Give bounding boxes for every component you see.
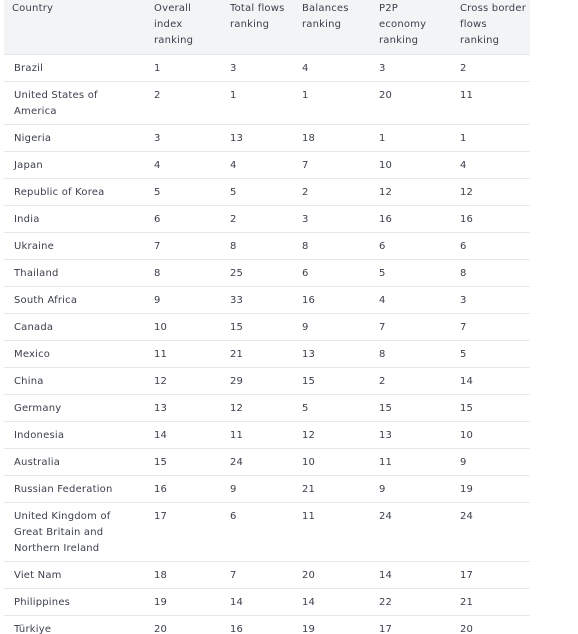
cross-border-flows-cell: 10: [450, 422, 530, 449]
overall-index-cell: 2: [144, 82, 220, 125]
ranking-table-container: [4, 0, 530, 634]
table-row: [4, 476, 530, 503]
p2p-economy-cell: 14: [369, 562, 450, 589]
country-cell: United States of America: [4, 82, 144, 125]
total-flows-cell: 4: [220, 152, 292, 179]
table-header: [4, 0, 530, 55]
overall-index-cell: 1: [144, 55, 220, 82]
p2p-economy-cell: 9: [369, 476, 450, 503]
total-flows-cell: 9: [220, 476, 292, 503]
balances-cell: 9: [292, 314, 369, 341]
cross-border-flows-cell: 5: [450, 341, 530, 368]
cross-border-flows-cell: 3: [450, 287, 530, 314]
cross-border-flows-cell: 17: [450, 562, 530, 589]
balances-cell: 16: [292, 287, 369, 314]
balances-cell: 18: [292, 125, 369, 152]
table-row: [4, 562, 530, 589]
p2p-economy-cell: 1: [369, 125, 450, 152]
country-cell: Philippines: [4, 589, 144, 616]
country-cell: Ukraine: [4, 233, 144, 260]
cross-border-flows-cell: 7: [450, 314, 530, 341]
total-flows-cell: 21: [220, 341, 292, 368]
overall-index-cell: 3: [144, 125, 220, 152]
total-flows-cell: 8: [220, 233, 292, 260]
cross-border-flows-cell: 8: [450, 260, 530, 287]
cross-border-flows-cell: 11: [450, 82, 530, 125]
balances-cell: 2: [292, 179, 369, 206]
p2p-economy-cell: 24: [369, 503, 450, 562]
overall-index-cell: 7: [144, 233, 220, 260]
p2p-economy-cell: 20: [369, 82, 450, 125]
header-row: [4, 0, 530, 55]
country-cell: Brazil: [4, 55, 144, 82]
balances-cell: 19: [292, 616, 369, 634]
cross-border-flows-cell: 1: [450, 125, 530, 152]
table-row: [4, 55, 530, 82]
p2p-economy-cell: 8: [369, 341, 450, 368]
overall-index-cell: 15: [144, 449, 220, 476]
p2p-economy-cell: 10: [369, 152, 450, 179]
table-row: [4, 341, 530, 368]
header-total-flows-ranking: Total flows ranking: [220, 0, 292, 55]
cross-border-flows-cell: 14: [450, 368, 530, 395]
p2p-economy-cell: 6: [369, 233, 450, 260]
cross-border-flows-cell: 6: [450, 233, 530, 260]
table-row: [4, 616, 530, 634]
overall-index-cell: 6: [144, 206, 220, 233]
balances-cell: 21: [292, 476, 369, 503]
p2p-economy-cell: 12: [369, 179, 450, 206]
balances-cell: 15: [292, 368, 369, 395]
table-row: [4, 589, 530, 616]
country-cell: Viet Nam: [4, 562, 144, 589]
country-cell: Canada: [4, 314, 144, 341]
total-flows-cell: 16: [220, 616, 292, 634]
total-flows-cell: 5: [220, 179, 292, 206]
total-flows-cell: 3: [220, 55, 292, 82]
table-body: [4, 55, 530, 634]
balances-cell: 20: [292, 562, 369, 589]
balances-cell: 13: [292, 341, 369, 368]
total-flows-cell: 6: [220, 503, 292, 562]
table-row: [4, 152, 530, 179]
country-cell: Thailand: [4, 260, 144, 287]
table-row: [4, 395, 530, 422]
balances-cell: 10: [292, 449, 369, 476]
header-overall-index-ranking: Overall index ranking: [144, 0, 220, 55]
total-flows-cell: 25: [220, 260, 292, 287]
table-row: [4, 422, 530, 449]
total-flows-cell: 15: [220, 314, 292, 341]
country-cell: Japan: [4, 152, 144, 179]
country-cell: China: [4, 368, 144, 395]
balances-cell: 7: [292, 152, 369, 179]
overall-index-cell: 20: [144, 616, 220, 634]
table-row: [4, 503, 530, 562]
balances-cell: 14: [292, 589, 369, 616]
balances-cell: 4: [292, 55, 369, 82]
country-ranking-table: [4, 0, 530, 634]
table-row: [4, 449, 530, 476]
overall-index-cell: 8: [144, 260, 220, 287]
total-flows-cell: 7: [220, 562, 292, 589]
total-flows-cell: 1: [220, 82, 292, 125]
country-cell: Nigeria: [4, 125, 144, 152]
balances-cell: 8: [292, 233, 369, 260]
cross-border-flows-cell: 20: [450, 616, 530, 634]
cross-border-flows-cell: 9: [450, 449, 530, 476]
table-row: [4, 314, 530, 341]
p2p-economy-cell: 13: [369, 422, 450, 449]
total-flows-cell: 12: [220, 395, 292, 422]
overall-index-cell: 17: [144, 503, 220, 562]
balances-cell: 5: [292, 395, 369, 422]
country-cell: Republic of Korea: [4, 179, 144, 206]
cross-border-flows-cell: 15: [450, 395, 530, 422]
p2p-economy-cell: 2: [369, 368, 450, 395]
country-cell: Germany: [4, 395, 144, 422]
table-row: [4, 287, 530, 314]
overall-index-cell: 4: [144, 152, 220, 179]
overall-index-cell: 13: [144, 395, 220, 422]
balances-cell: 1: [292, 82, 369, 125]
header-country: Country: [4, 0, 144, 55]
country-cell: Türkiye: [4, 616, 144, 634]
balances-cell: 12: [292, 422, 369, 449]
total-flows-cell: 14: [220, 589, 292, 616]
country-cell: United Kingdom of Great Britain and Northern Ireland: [4, 503, 144, 562]
table-row: [4, 206, 530, 233]
total-flows-cell: 29: [220, 368, 292, 395]
total-flows-cell: 33: [220, 287, 292, 314]
overall-index-cell: 14: [144, 422, 220, 449]
cross-border-flows-cell: 4: [450, 152, 530, 179]
overall-index-cell: 10: [144, 314, 220, 341]
p2p-economy-cell: 16: [369, 206, 450, 233]
overall-index-cell: 19: [144, 589, 220, 616]
p2p-economy-cell: 15: [369, 395, 450, 422]
country-cell: Russian Federation: [4, 476, 144, 503]
total-flows-cell: 24: [220, 449, 292, 476]
overall-index-cell: 12: [144, 368, 220, 395]
total-flows-cell: 2: [220, 206, 292, 233]
header-balances-ranking: Balances ranking: [292, 0, 369, 55]
cross-border-flows-cell: 2: [450, 55, 530, 82]
p2p-economy-cell: 3: [369, 55, 450, 82]
country-cell: Indonesia: [4, 422, 144, 449]
balances-cell: 11: [292, 503, 369, 562]
p2p-economy-cell: 7: [369, 314, 450, 341]
header-p2p-economy-ranking: P2P economy ranking: [369, 0, 450, 55]
header-cross-border-flows-ranking: Cross border flows ranking: [450, 0, 530, 55]
cross-border-flows-cell: 19: [450, 476, 530, 503]
overall-index-cell: 9: [144, 287, 220, 314]
country-cell: South Africa: [4, 287, 144, 314]
overall-index-cell: 18: [144, 562, 220, 589]
table-row: [4, 368, 530, 395]
p2p-economy-cell: 11: [369, 449, 450, 476]
balances-cell: 3: [292, 206, 369, 233]
table-row: [4, 125, 530, 152]
table-row: [4, 233, 530, 260]
p2p-economy-cell: 4: [369, 287, 450, 314]
p2p-economy-cell: 5: [369, 260, 450, 287]
table-row: [4, 82, 530, 125]
country-cell: Mexico: [4, 341, 144, 368]
cross-border-flows-cell: 21: [450, 589, 530, 616]
p2p-economy-cell: 22: [369, 589, 450, 616]
overall-index-cell: 11: [144, 341, 220, 368]
table-row: [4, 179, 530, 206]
cross-border-flows-cell: 12: [450, 179, 530, 206]
cross-border-flows-cell: 16: [450, 206, 530, 233]
country-cell: Australia: [4, 449, 144, 476]
cross-border-flows-cell: 24: [450, 503, 530, 562]
overall-index-cell: 16: [144, 476, 220, 503]
table-row: [4, 260, 530, 287]
p2p-economy-cell: 17: [369, 616, 450, 634]
total-flows-cell: 11: [220, 422, 292, 449]
overall-index-cell: 5: [144, 179, 220, 206]
total-flows-cell: 13: [220, 125, 292, 152]
balances-cell: 6: [292, 260, 369, 287]
country-cell: India: [4, 206, 144, 233]
